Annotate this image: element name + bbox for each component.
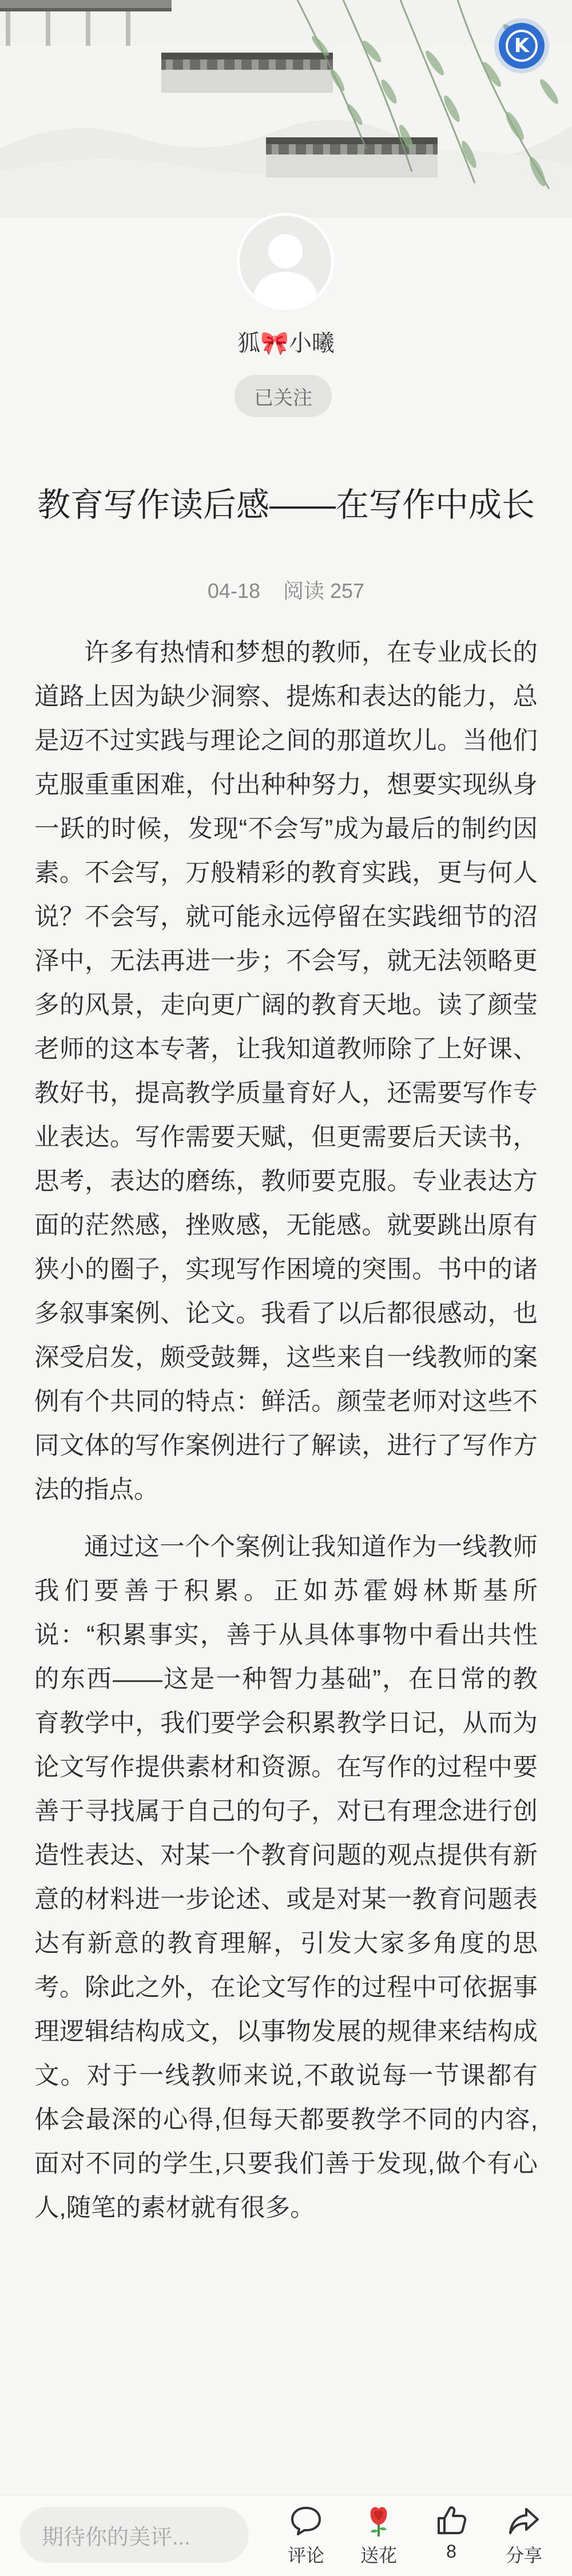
- like-count: 8: [446, 2541, 456, 2562]
- article-body: [34, 631, 538, 2230]
- flower-label: 送花: [360, 2545, 397, 2566]
- comment-input[interactable]: 期待你的美评...: [20, 2507, 249, 2563]
- read-count: 阅读 257: [283, 579, 365, 603]
- k-badge-letter: K: [506, 30, 538, 62]
- article-title: 教育写作读后感——在写作中成长: [37, 486, 535, 524]
- author-name[interactable]: 狐🎀小曦: [237, 331, 335, 356]
- scenery-illustration: [0, 0, 572, 217]
- comment-button[interactable]: [275, 2503, 337, 2572]
- publish-date: 04-18: [207, 579, 260, 603]
- thumbs-up-icon: [434, 2503, 468, 2538]
- flower-button[interactable]: [347, 2503, 410, 2572]
- comment-bubble-icon: [289, 2503, 323, 2538]
- bottom-action-bar: [0, 2495, 572, 2576]
- share-label: 分享: [505, 2545, 542, 2566]
- article-paragraph: 通过这一个个案例让我知道作为一线教师我们要善于积累。正如苏霍姆林斯基所说：“积累事实，善于从具体事物中看出共性的东西——这是一种智力基础”，在日常的教育教学中，我们要学会积累教学日记，从而为论文写作提供素材和资源。在写作的过程中要善于寻找属于自己的句子，对已有理念进行创造性表达、对某一个教育问题的观点提供有新意的材料进一步论述、或是对某一教育问题表达有新意的教育理解，引发大家多角度的思考。除此之外，在论文写作的过程中可依据事理逻辑结构成文，以事物发展的规律来结构成文。对于一线教师来说,不敢说每一节课都有体会最深的心得,但每天都要教学不同的内容,面对不同的学生,只要我们善于发现,做个有心人,随笔的素材就有很多。: [34, 1533, 538, 2222]
- avatar[interactable]: [237, 213, 334, 310]
- follow-button[interactable]: 已关注: [235, 375, 332, 417]
- k-badge-button[interactable]: [499, 23, 545, 69]
- header-background: [0, 0, 572, 217]
- comment-label: 评论: [287, 2545, 324, 2566]
- article-paragraph: 许多有热情和梦想的教师，在专业成长的道路上因为缺少洞察、提炼和表达的能力，总是迈不过实践与理论之间的那道坎儿。当他们克服重重困难，付出种种努力，想要实现纵身一跃的时候，发现“不会写”成为最后的制约因素。不会写，万般精彩的教育实践，更与何人说？不会写，就可能永远停留在实践细节的沼泽中，无法再进一步；不会写，就无法领略更多的风景，走向更广阔的教育天地。读了颜莹老师的这本专著，让我知道教师除了上好课、教好书，提高教学质量育好人，还需要写作专业表达。写作需要天赋，但更需要后天读书，思考，表达的磨练，教师要克服。专业表达方面的茫然感，挫败感，无能感。就要跳出原有狭小的圈子，实现写作困境的突围。书中的诸多叙事案例、论文。我看了以后都很感动，也深受启发，颇受鼓舞，这些来自一线教师的案例有个共同的特点：鲜活。颜莹老师对这些不同文体的写作案例进行了解读，进行了写作方法的指点。: [34, 639, 538, 1504]
- like-button[interactable]: [420, 2503, 483, 2572]
- share-arrow-icon: [507, 2503, 541, 2538]
- rose-icon: [362, 2503, 396, 2538]
- share-button[interactable]: [492, 2503, 555, 2572]
- article-meta: [0, 575, 572, 604]
- user-placeholder-icon: [240, 216, 331, 307]
